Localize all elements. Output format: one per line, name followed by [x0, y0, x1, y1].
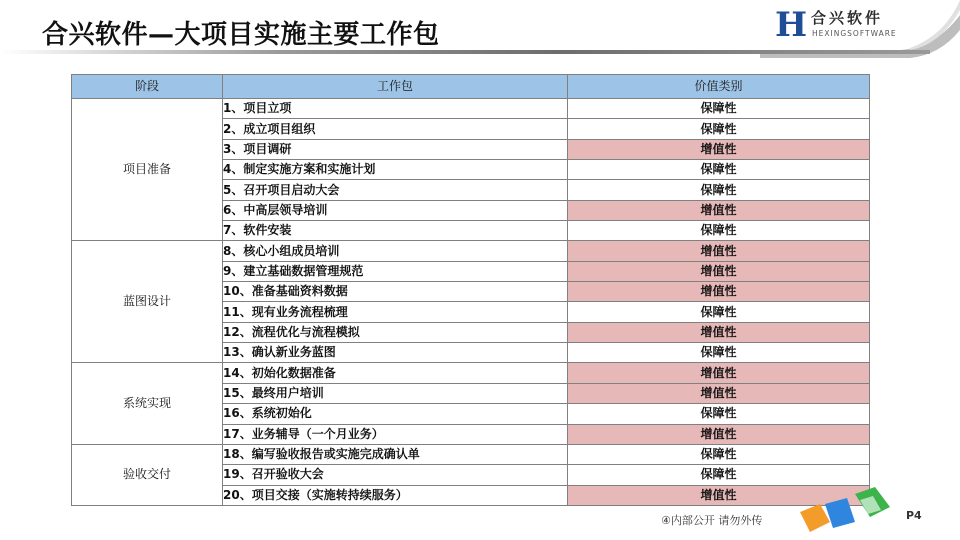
work-package-cell: 13、确认新业务蓝图	[223, 343, 568, 363]
work-package-cell: 10、准备基础资料数据	[223, 282, 568, 302]
logo-english-name: HEXINGSOFTWARE	[812, 29, 897, 38]
value-type-cell: 保障性	[568, 160, 870, 180]
work-package-cell: 20、项目交接（实施转持续服务）	[223, 485, 568, 505]
table-header-row	[72, 75, 870, 99]
footer-confidentiality-note: ④内部公开 请勿外传	[661, 514, 763, 527]
value-type-cell: 增值性	[568, 200, 870, 220]
stage-cell: 验收交付	[72, 444, 223, 505]
work-package-cell: 2、成立项目组织	[223, 119, 568, 139]
work-package-cell: 8、核心小组成员培训	[223, 241, 568, 261]
table-row	[72, 99, 870, 119]
value-type-cell: 保障性	[568, 343, 870, 363]
work-package-cell: 6、中高层领导培训	[223, 200, 568, 220]
table-row	[72, 444, 870, 464]
work-package-cell: 14、初始化数据准备	[223, 363, 568, 383]
work-package-cell: 4、制定实施方案和实施计划	[223, 160, 568, 180]
company-logo	[775, 5, 915, 45]
value-type-cell: 增值性	[568, 485, 870, 505]
work-package-cell: 15、最终用户培训	[223, 383, 568, 403]
value-type-cell: 增值性	[568, 261, 870, 281]
stage-cell: 蓝图设计	[72, 241, 223, 363]
page-title: 合兴软件—大项目实施主要工作包	[42, 20, 440, 50]
value-type-cell: 保障性	[568, 404, 870, 424]
work-package-cell: 1、项目立项	[223, 99, 568, 119]
value-type-cell: 保障性	[568, 465, 870, 485]
table-row	[72, 241, 870, 261]
value-type-cell: 增值性	[568, 241, 870, 261]
header-work-package: 工作包	[223, 75, 568, 99]
work-package-cell: 19、召开验收大会	[223, 465, 568, 485]
table-row	[72, 363, 870, 383]
page-number: P4	[906, 509, 922, 522]
logo-mark: H	[775, 5, 808, 45]
value-type-cell: 增值性	[568, 282, 870, 302]
header-stage: 阶段	[72, 75, 223, 99]
work-package-cell: 5、召开项目启动大会	[223, 180, 568, 200]
value-type-cell: 保障性	[568, 444, 870, 464]
stage-cell: 系统实现	[72, 363, 223, 444]
work-package-cell: 11、现有业务流程梳理	[223, 302, 568, 322]
work-package-cell: 9、建立基础数据管理规范	[223, 261, 568, 281]
work-package-table	[71, 74, 870, 506]
value-type-cell: 增值性	[568, 322, 870, 342]
stage-cell: 项目准备	[72, 99, 223, 241]
value-type-cell: 保障性	[568, 119, 870, 139]
work-package-cell: 12、流程优化与流程模拟	[223, 322, 568, 342]
value-type-cell: 增值性	[568, 363, 870, 383]
logo-chinese-name: 合兴软件	[811, 9, 884, 27]
value-type-cell: 增值性	[568, 383, 870, 403]
value-type-cell: 保障性	[568, 221, 870, 241]
decorative-cubes	[795, 482, 915, 540]
value-type-cell: 保障性	[568, 180, 870, 200]
value-type-cell: 增值性	[568, 139, 870, 159]
header-divider	[0, 50, 930, 54]
work-package-cell: 18、编写验收报告或实施完成确认单	[223, 444, 568, 464]
value-type-cell: 保障性	[568, 302, 870, 322]
value-type-cell: 增值性	[568, 424, 870, 444]
header-value-type: 价值类别	[568, 75, 870, 99]
value-type-cell: 保障性	[568, 99, 870, 119]
work-package-cell: 7、软件安装	[223, 221, 568, 241]
work-package-cell: 3、项目调研	[223, 139, 568, 159]
work-package-cell: 16、系统初始化	[223, 404, 568, 424]
work-package-cell: 17、业务辅导（一个月业务）	[223, 424, 568, 444]
